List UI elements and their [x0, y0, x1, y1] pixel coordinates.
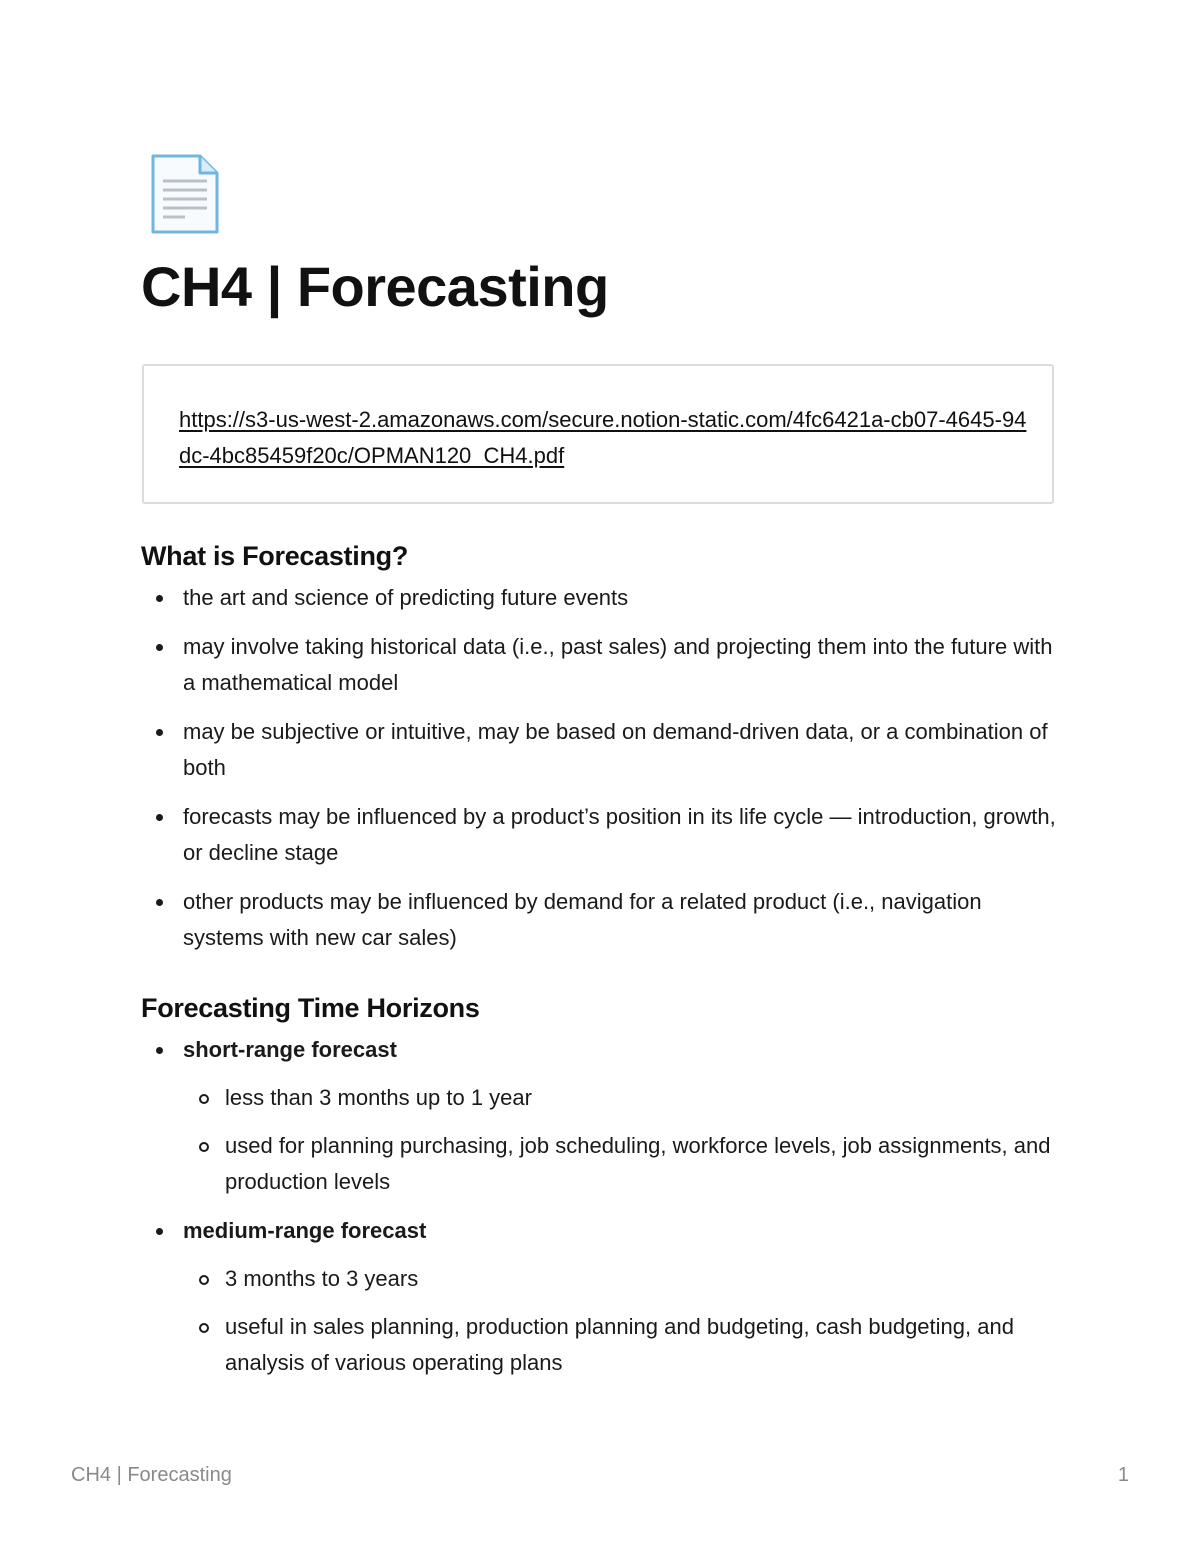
list-item: may involve taking historical data (i.e., past sales) and projecting them into the future with a mathematical model [141, 629, 1061, 701]
list-item: the art and science of predicting future events [141, 580, 1061, 616]
medium-range-sublist [183, 1261, 1061, 1381]
list-item-medium-range [141, 1213, 1061, 1381]
footer-title: CH4 | Forecasting [71, 1464, 232, 1486]
what-is-forecasting-list [141, 580, 1061, 956]
sub-list-item: 3 months to 3 years [183, 1261, 1061, 1297]
short-range-sublist [183, 1080, 1061, 1200]
page-title: CH4 | Forecasting [141, 255, 609, 318]
footer-page-number: 1 [1117, 1464, 1129, 1486]
embedded-link-box [142, 364, 1054, 504]
list-item: other products may be influenced by demand for a related product (i.e., navigation systems with new car sales) [141, 884, 1061, 956]
list-item: may be subjective or intuitive, may be based on demand-driven data, or a combination of both [141, 714, 1061, 786]
list-item-short-range [141, 1032, 1061, 1200]
document-icon [150, 153, 220, 235]
time-horizons-list [141, 1032, 1061, 1381]
section-heading-what-is-forecasting: What is Forecasting? [141, 541, 409, 571]
page-content [141, 536, 1061, 1394]
list-item: forecasts may be influenced by a product’s position in its life cycle — introduction, growth, or decline stage [141, 799, 1061, 871]
sub-list-item: less than 3 months up to 1 year [183, 1080, 1061, 1116]
pdf-link[interactable]: https://s3-us-west-2.amazonaws.com/secure.notion-static.com/4fc6421a-cb07-4645-94dc-4bc85459f20c/OPMAN120_CH4.pdf [179, 407, 1027, 468]
sub-list-item: used for planning purchasing, job scheduling, workforce levels, job assignments, and production levels [183, 1128, 1061, 1200]
sub-list-item: useful in sales planning, production planning and budgeting, cash budgeting, and analysis of various operating plans [183, 1309, 1061, 1381]
section-heading-time-horizons: Forecasting Time Horizons [141, 993, 480, 1023]
short-range-label: short-range forecast [183, 1037, 397, 1062]
medium-range-label: medium-range forecast [183, 1218, 427, 1243]
